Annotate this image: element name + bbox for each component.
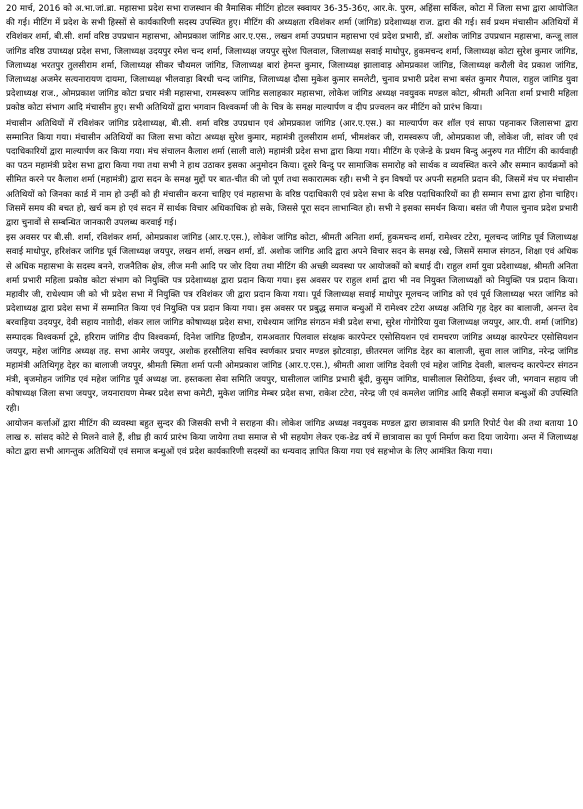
paragraph-meeting-intro: 20 मार्च, 2016 को अ.भा.जां.ब्रा. महासभा प्रदेश सभा राजस्थान की त्रैमासिक मीटिंग होटल स्क्वायर 36-35-36ए, आर.के. पुरम, अहिंसा सर्किल, कोटा में जिला सभा द्वारा आयोजित की गई। मीटिंग में प्रदेश के सभी हिस्सों से कार्यकारिणी सदस्य उपस्थित हुए। मीटिंग की अध्यक्षता रविशंकर शर्मा (जांगिड) प्रदेशाध्यक्ष राज. द्वारा की गई। सर्व प्रथम मंचासीन अतिथियों में रविशंकर शर्मा, बी.सी. शर्मा वरिष्ठ उपप्रधान महासभा, ओमप्रकाश जांगिड आर.ए.एस., लखन शर्मा उपप्रधान महासभा एवं प्रदेश प्रभारी, डॉ. अशोक जांगिड उपप्रधान महासभा, कन्जू लाल जांगिड वरिष्ठ उपाध्यक्ष प्रदेश सभा, जिलाध्यक्ष उदयपुर रमेश चन्द शर्मा, जिलाध्यक्ष जयपुर सुरेश पिलवाल, जिलाध्यक्ष सवाई माधोपुर, हुकमचन्द शर्मा, जिलाध्यक्ष कोटा सुरेश कुमार जांगिड, जिलाध्यक्ष भरतपुर तुलसीराम शर्मा, जिलाध्यक्ष सीकर चौथमल जांगिड, जिलाध्यक्ष बारां हेमन्त कुमार, जिलाध्यक्ष झालावाड़ ओमप्रकाश जांगिड, जिलाध्यक्ष करौली वेद प्रकाश जांगिड, जिलाध्यक्ष अजमेर सत्यनारायण दायमा, जिलाध्यक्ष भीलवाड़ा बिरधी चन्द जांगिड, जिलाध्यक्ष दौसा मुकेश कुमार समलेटी, चुनाव प्रभारी प्रदेश सभा बसंत कुमार गैपाल, राहुल जांगिड युवा प्रदेशाध्यक्ष राज., ओमप्रकाश जांगिड कोटा प्रचार मंत्री महासभा, रामस्वरूप जांगिड सलाहकार महासभा, लोकेश जांगिड अध्यक्ष नवयुवक मण्डल कोटा, श्रीमती अनिता शर्मा प्रभारी महिला प्रकोष्ठ कोटा संभाग आदि मंचासीन हुए। सभी अतिथियों द्वारा भगवान विश्वकर्मा जी के चित्र के समक्ष माल्यार्पण व दीप प्रज्वलन कर मीटिंग को प्रारंभ किया। <box>6 4 578 114</box>
paragraph-speakers-and-attendees: इस अवसर पर बी.सी. शर्मा, रविशंकर शर्मा, ओमप्रकाश जांगिड (आर.ए.एस.), लोकेश जांगिड कोटा, श्रीमती अनिता शर्मा, हुकमचन्द शर्मा, रामेश्वर टटेरा, मूलचन्द जांगिड पूर्व जिलाध्यक्ष सवाई माधोपुर, हरिशंकर जांगिड पूर्व जिलाध्यक्ष जयपुर, लखन शर्मा, लखन शर्मा, डॉ. अशोक जांगिड आदि द्वारा अपने विचार सदन के समक्ष रखे, जिसमें समाज संगठन, शिक्षा एवं अधिक से अधिक महासभा के सदस्य बनने, राजनैतिक क्षेत्र, लीज मनी आदि पर जोर दिया तथा मीटिंग की अच्छी व्यवस्था पर आयोजकों को बधाई दी। राहुल शर्मा युवा प्रदेशाध्यक्ष, श्रीमती अनिता शर्मा प्रभारी महिला प्रकोष्ठ कोटा संभाग को नियुक्ति पत्र प्रदेशाध्यक्ष द्वारा प्रदान किया गया। इस अवसर पर राहुल शर्मा द्वारा भी नव नियुक्त जिलाध्यक्षों को नियुक्ति पत्र प्रदान किया। महावीर जी, राधेश्याम जी को भी प्रदेश सभा में नियुक्ति पत्र रविशंकर जी द्वारा प्रदान किया गया। पूर्व जिलाध्यक्ष सवाई माधोपुर मूलचन्द जांगिड को एवं पूर्व जिलाध्यक्ष भरत जांगिड को प्रदेशाध्यक्ष द्वारा प्रदेश सभा में सम्मानित किया एवं नियुक्ति पत्र प्रदान किया गया। इस अवसर पर प्रबुद्ध समाज बन्धुओं में रामेश्वर टटेरा अध्यक्ष अतिथि गृह देहर का बालाजी, अनन्त देव बरवाड़िया उदयपुर, देवी सहाय नाग़ोदी, शंकर लाल जांगिड कोषाध्यक्ष प्रदेश सभा, राधेश्याम जांगिड संगठन मंत्री प्रदेश सभा, सुरेश गोगोरिया युवा जिलाध्यक्ष जयपुर, आर.पी. शर्मा (जांगिड) सम्पादक विश्वकर्मा टूडे, हरिराम जांगिड दीप विश्वकर्मा, दिनेश जांगिड हिण्डौन, रामअवतार पिलवाल संरक्षक कारपेन्टर एसोसियशन एवं रामचरण जांगिड अध्यक्ष कारपेन्टर एसोसियशन जयपुर, महेश जांगिड अध्यक्ष तह. सभा आमेर जयपुर, अशोक हरसौलिया सचिव स्वर्णकार प्रचार मण्डल झोटवाड़ा, छीतरमल जांगिड देहर का बालाजी, सुवा लाल जांगिड, नरेन्द्र जांगिड महामंत्री अतिथिगृह देहर का बालाजी जयपुर, श्रीमती स्मिता शर्मा पत्नी ओमप्रकाश जांगिड (आर.ए.एस.), श्रीमती आशा जांगिड देवली एवं महेश जांगिड देवली, बालचन्द कारपेन्टर संगठन मंत्री, बृजमोहन जांगिड एवं महेश जांगिड पूर्व अध्यक्ष जा. हस्तकला सेवा समिति जयपुर, घासीलाल जांगिड प्रभारी बूंदी, कुसुम जांगिड, घासीलाल सिरोठिया, ईश्वर जी, भगवान सहाय जी कोषाध्यक्ष जिला सभा जयपुर, जयनारायण मेम्बर प्रदेश सभा कमेटी, मुकेश जांगिड मेम्बर प्रदेश सभा, राकेश टटेरा, नरेन्द्र जी एवं कमलेश जांगिड आदि सैकड़ों समाज बन्धुओं की उपस्थिति रही। <box>6 233 579 414</box>
paragraph-guests-honoured: मंचासीन अतिथियों में रविशंकर जांगिड प्रदेशाध्यक्ष, बी.सी. शर्मा वरिष्ठ उपप्रधान एवं ओमप्रकाश जांगिड (आर.ए.एस.) का माल्यार्पण कर शॉल एवं साफा पहनाकर जिलासभा द्वारा सम्मानित किया गया। मंचासीन अतिथियों का जिला सभा कोटा अध्यक्ष सुरेश कुमार, महामंत्री तुलसीराम शर्मा, भीमशंकर जी, रामस्वरूप जी, ओमप्रकाश जी, लोकेश जी, सांवर जी एवं पदाधिकारियों द्वारा माल्यार्पण कर किया गया। मंच संचालन कैलाश शर्मा (साली वाले) महामंत्री प्रदेश सभा द्वारा किया गया। मीटिंग के एजेन्डे के प्रथम बिन्दु अनुरुप गत मीटिंग की कार्यवाही का पठन महामंत्री प्रदेश सभा द्वारा किया गया तथा सभी ने हाथ उठाकर इसका अनुमोदन किया। दूसरे बिन्दु पर सामाजिक समारोह को सार्थक व व्यवस्थित करने और सम्मान कार्यक्रमों को सीमित करने पर कैलाश शर्मा (महामंत्री) द्वारा सदन के समक्ष मुद्दों पर बात-चीत की जो पूर्ण तथा सकारात्मक रही। सभी ने इन विषयों पर अपनी सहमति प्रदान की, जिसमें मंच पर मंचासीन अतिथियों को जिनका कार्ड में नाम हो उन्हीं को ही मंचासीन करना चाहिए एवं महासभा के वरिष्ठ पदाधिकारी एवं प्रदेश सभा के वरिष्ठ पदाधिकारियों का ही सम्मान सभा द्वारा होना चाहिए। जिसमें समय की बचत हो, खर्च कम हो एवं सदन में सार्थक विचार अधिकाधिक हो सके, जिससे पूरा सदन लाभान्वित हो। सभी ने इसका समर्थन किया। बसंत जी गैपाल चुनाव प्रदेश प्रभारी द्वारा चुनावों से सम्बन्धित जानकारी उपलब्ध करवाई गई। <box>6 118 578 229</box>
paragraph-closing: आयोजन कर्त्ताओं द्वारा मीटिंग की व्यवस्था बहुत सुन्दर की जिसकी सभी ने सराहना की। लोकेश जांगिड अध्यक्ष नवयुवक मण्डल द्वारा छात्रावास की प्रगति रिपोर्ट पेश की तथा बताया 10 लाख रु. सांसद कोटे से मिलने वाले हैं, शीघ्र ही कार्य प्रारंभ किया जायेगा तथा समाज से भी सहयोग लेकर एक-डेढ वर्ष में छात्रावास का पूर्ण निर्माण करा दिया जायेगा। अन्त में जिलाध्यक्ष कोटा द्वारा सभी आगन्तुक अतिथियों एवं समाज बन्धुओं एवं प्रदेश कार्यकारिणी सदस्यों का धन्यवाद ज्ञापित किया गया एवं सहभोज के लिए आमंत्रित किया गया। <box>6 418 578 458</box>
